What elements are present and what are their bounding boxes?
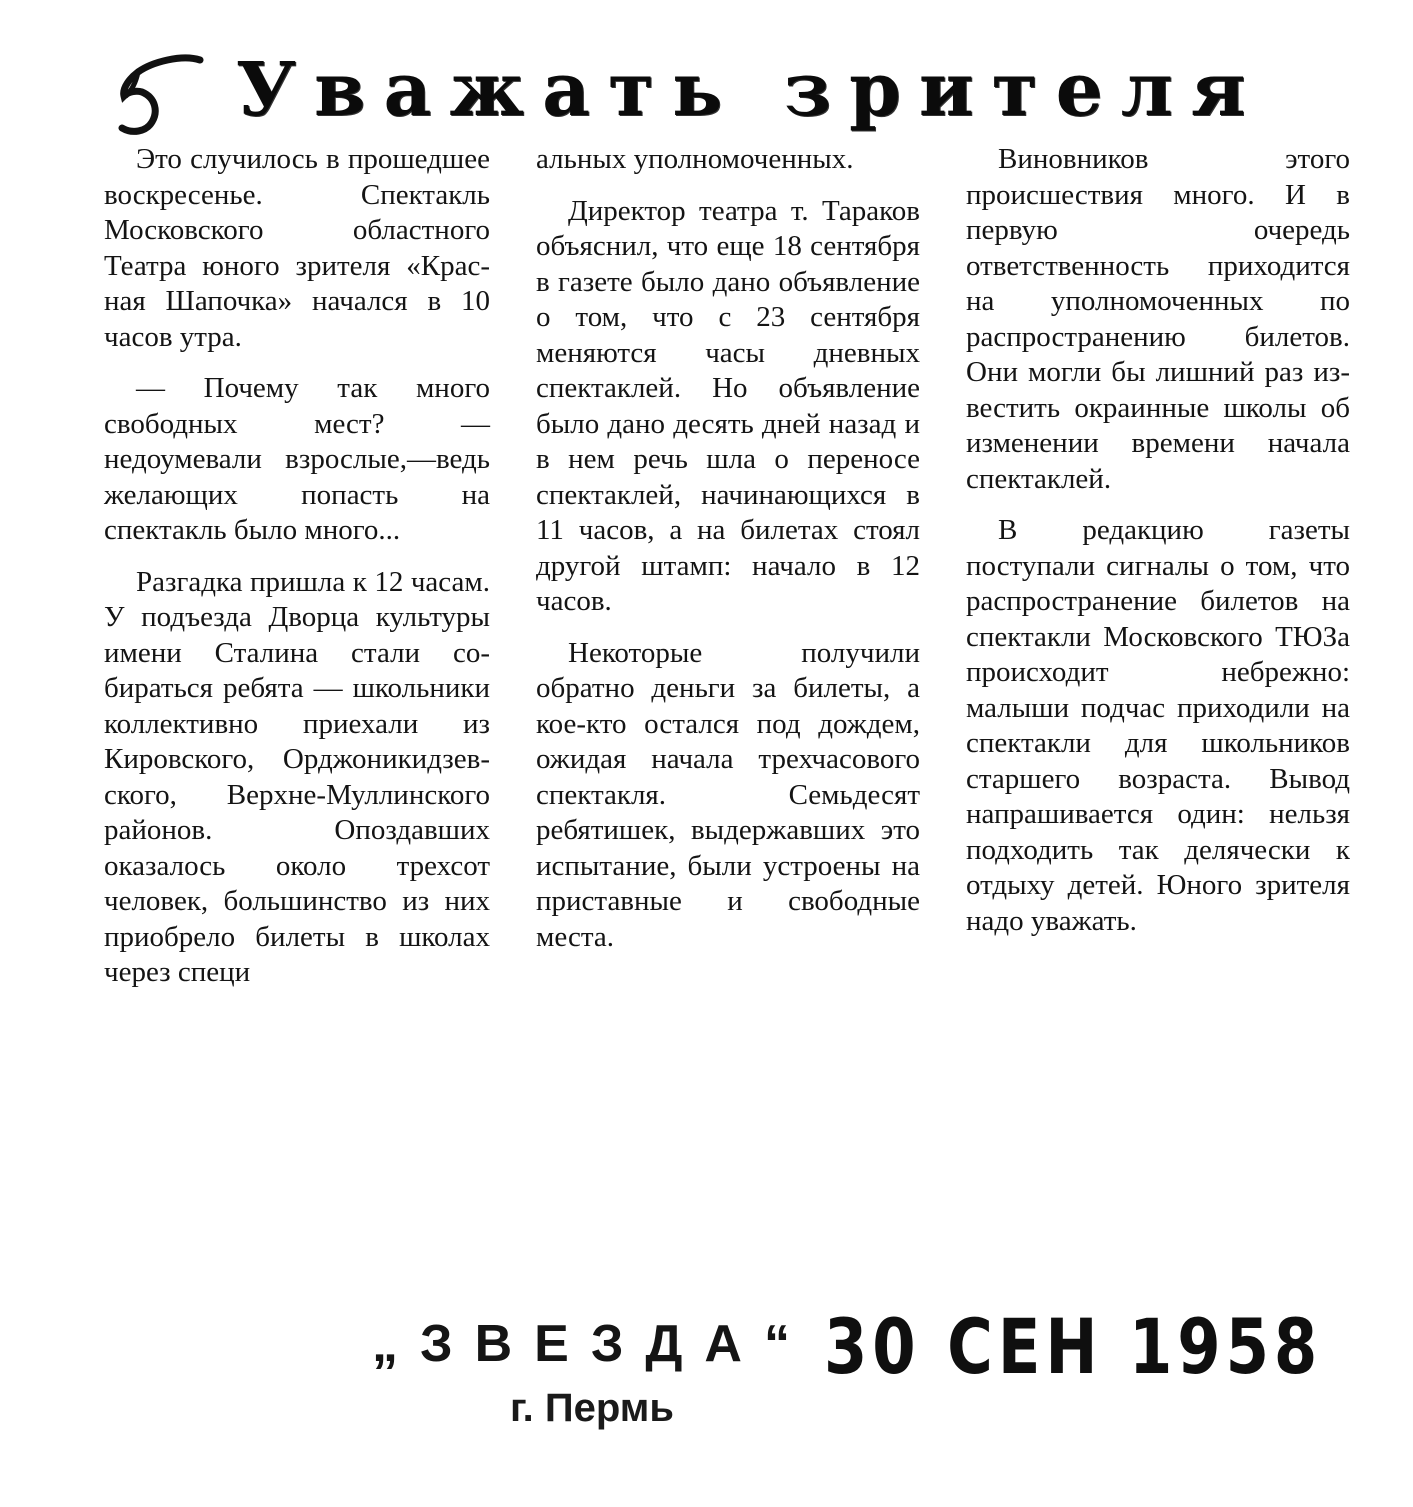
- column-1-paragraph-2: — Почему так много свободных мест? — недоумевали взрослые,—ведь желающих попасть на спектакль было много...: [104, 372, 490, 546]
- column-2-paragraph-2: Директор театра т. Тараков объяснил, что еще 18 сентября в газете было дано объявление о том, что с 23 сентября меняются часы дневных спектаклей. Но объявление было дано десять дней назад и в нем речь шла о переносе спектаклей, начинающихся в 11 часов, а на билетах стоял другой штамп: начало в 12 часов.: [536, 194, 920, 617]
- column-1-paragraph-1: Это случилось в прошедшее воскресенье. Спектакль Московского областного Театра юного зрителя «Красная Шапочка» начался в 10 часов утра.: [104, 143, 490, 353]
- article-column-2: [536, 142, 920, 971]
- column-3-paragraph-1: Виновников этого происшествия много. И в первую очередь ответственность приходится на уполномоченных по распространению билетов. Они могли бы лишний раз известить окраинные школы об изменении времени начала спектаклей.: [966, 143, 1350, 495]
- article-column-1: [104, 142, 490, 1007]
- article-column-3: [966, 142, 1350, 955]
- column-2-paragraph-3: Некоторые получили обратно деньги за билеты, а кое-кто остался под дождем, ожидая начала трехчасового спектакля. Семьдесят ребятишек, выдержавших это испытание, были устроены на приставные и свободные места.: [536, 636, 920, 953]
- clipping-stamp: [372, 1302, 1323, 1442]
- column-2-paragraph-1: альных уполномоченных.: [536, 143, 854, 175]
- article-headline: Уважать зрителя: [236, 47, 1264, 133]
- newspaper-name: „ЗВЕЗДА“: [372, 1315, 812, 1373]
- column-1-paragraph-3: Разгадка пришла к 12 часам. У подъезда Дворца культуры имени Сталина стали собираться ребята — школьники коллективно приехали из Кировского, Орджоникидзевского, Верхне-Муллинского районов. Опоздавших оказалось около трехсот человек, большинство из них приобрело билеты в школах через специ: [104, 565, 490, 988]
- column-3-paragraph-2: В редакцию газеты поступали сигналы о том, что распространение билетов на спектакли Московского ТЮЗа происходит небрежно: малыши подчас приходили на спектакли для школьников старшего возраста. Вывод напрашивается один: нельзя подходить так делячески к отдыху детей. Юного зрителя надо уважать.: [966, 514, 1350, 937]
- handwritten-mark: [112, 52, 207, 138]
- newspaper-city: г. Пермь: [510, 1386, 674, 1430]
- stamp-date: 30 СЕН 1958: [824, 1302, 1323, 1391]
